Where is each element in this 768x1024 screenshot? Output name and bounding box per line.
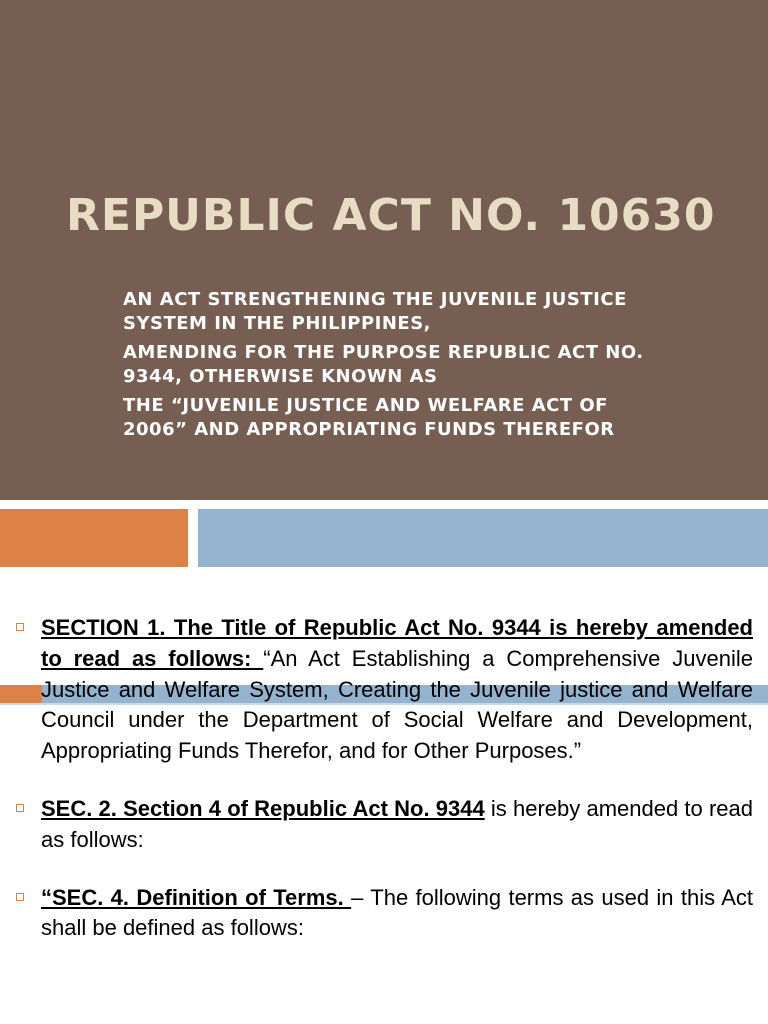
blue-accent-band <box>198 509 768 567</box>
bullet-text: is hereby amended to read as follows: <box>41 795 753 852</box>
subtitle-line: THE “JUVENILE JUSTICE AND WELFARE ACT OF 2006” AND APPROPRIATING FUNDS THEREFOR <box>123 395 615 440</box>
square-bullet-icon <box>16 893 24 901</box>
bullet-section-4-definitions <box>16 883 753 945</box>
bullet-text: “An Act Establishing a Comprehensive Juvenile Justice and Welfare System, Creating the Juvenile justice and Welfare Council under the Department of Social Welfare and Development, Appropriating Funds Therefor, and for Other Purposes.” <box>41 645 753 764</box>
bullet-heading: SECTION 1. The Title of Republic Act No. 9344 is hereby amended to read as follows: <box>41 615 753 671</box>
bullet-section-2 <box>16 794 753 856</box>
subtitle-line: AMENDING FOR THE PURPOSE REPUBLIC ACT NO. 9344, OTHERWISE KNOWN AS <box>123 342 644 387</box>
slide-title: REPUBLIC ACT NO. 10630 <box>66 190 716 241</box>
subtitle-line: AN ACT STRENGTHENING THE JUVENILE JUSTICE SYSTEM IN THE PHILIPPINES, <box>123 289 627 334</box>
title-slide <box>0 0 768 500</box>
bullet-text: – The following terms as used in this Act shall be defined as follows: <box>41 884 754 941</box>
bullet-heading: SEC. 2. Section 4 of Republic Act No. 9344 <box>41 795 485 821</box>
slide-subtitle <box>123 288 653 447</box>
orange-accent-band <box>0 509 188 567</box>
content-bullet-list <box>16 613 753 971</box>
bullet-section-1 <box>16 613 753 767</box>
bullet-heading: “SEC. 4. Definition of Terms. <box>41 884 352 910</box>
square-bullet-icon <box>16 623 24 631</box>
square-bullet-icon <box>16 804 24 812</box>
